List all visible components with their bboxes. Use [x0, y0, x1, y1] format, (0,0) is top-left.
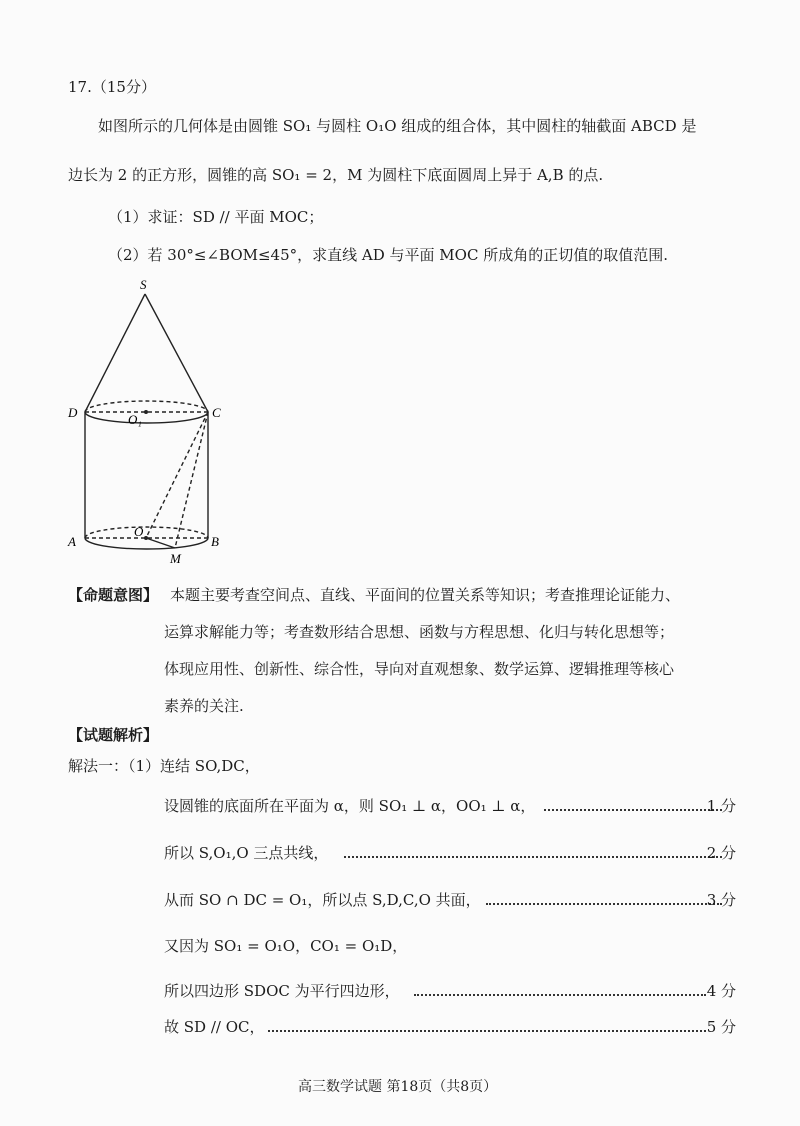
step-1-text: 设圆锥的底面所在平面为 α，则 SO₁ ⊥ α，OO₁ ⊥ α， [164, 797, 536, 815]
intent-line-2: 运算求解能力等；考查数形结合思想、函数与方程思想、化归与转化思想等； [164, 623, 675, 641]
step-3-leader [486, 901, 722, 905]
label-B: B [211, 534, 219, 549]
label-D: D [68, 405, 78, 420]
step-1-score: 1 分 [706, 797, 736, 815]
step-6-score: 5 分 [706, 1018, 736, 1036]
step-2-text: 所以 S,O₁,O 三点共线， [164, 844, 329, 862]
step-5-leader [414, 992, 706, 996]
label-A: A [68, 534, 76, 549]
step-4-text: 又因为 SO₁ = O₁O，CO₁ = O₁D， [164, 937, 408, 955]
step-6 [164, 1016, 734, 1037]
method-label: 解法一：（1）连结 SO,DC， [68, 757, 260, 775]
geometry-figure [60, 270, 260, 570]
segment-CO [146, 412, 208, 538]
problem-intro-line-1: 如图所示的几何体是由圆锥 SO₁ 与圆柱 O₁O 组成的组合体，其中圆柱的轴截面 ABCD 是 [98, 117, 697, 135]
question-1: （1）求证：SD // 平面 MOC； [108, 208, 324, 226]
step-1 [164, 795, 734, 816]
label-O1: O₁ [128, 412, 142, 427]
intent-line-1: 本题主要考查空间点、直线、平面间的位置关系等知识；考查推理论证能力、 [170, 586, 681, 604]
segment-OM [146, 538, 175, 548]
page-footer: 高三数学试题 第18页（共8页） [298, 1079, 498, 1095]
label-S: S [140, 277, 147, 292]
cone-edge-left [85, 294, 145, 412]
label-O: O [134, 524, 144, 539]
point-O [144, 536, 148, 540]
step-5 [164, 980, 734, 1001]
step-3-text: 从而 SO ∩ DC = O₁，所以点 S,D,C,O 共面， [164, 891, 481, 909]
step-5-score: 4 分 [706, 982, 736, 1000]
intent-title: 【命题意图】 [68, 586, 159, 604]
step-3-score: 3 分 [706, 891, 736, 909]
step-5-text: 所以四边形 SDOC 为平行四边形， [164, 982, 400, 1000]
step-3 [164, 889, 734, 910]
step-4 [164, 935, 734, 956]
question-2: （2）若 30°≤∠BOM≤45°，求直线 AD 与平面 MOC 所成角的正切值的取值范围. [108, 246, 668, 264]
step-2-score: 2 分 [706, 844, 736, 862]
label-M: M [170, 551, 181, 566]
step-2-leader [344, 854, 722, 858]
segment-CM [175, 412, 208, 548]
step-6-leader [268, 1028, 706, 1032]
step-6-text: 故 SD // OC， [164, 1018, 265, 1036]
problem-number: 17.（15分） [68, 78, 156, 96]
label-C: C [212, 405, 221, 420]
problem-intro-line-2: 边长为 2 的正方形，圆锥的高 SO₁ = 2，M 为圆柱下底面圆周上异于 A,B 的点. [68, 166, 604, 184]
intent-line-3: 体现应用性、创新性、综合性，导向对直观想象、数学运算、逻辑推理等核心 [164, 660, 675, 678]
point-O1 [144, 410, 148, 414]
cone-edge-right [145, 294, 208, 412]
step-2 [164, 842, 734, 863]
analysis-title: 【试题解析】 [68, 726, 159, 744]
step-1-leader [544, 807, 722, 811]
intent-line-4: 素养的关注. [164, 697, 244, 715]
